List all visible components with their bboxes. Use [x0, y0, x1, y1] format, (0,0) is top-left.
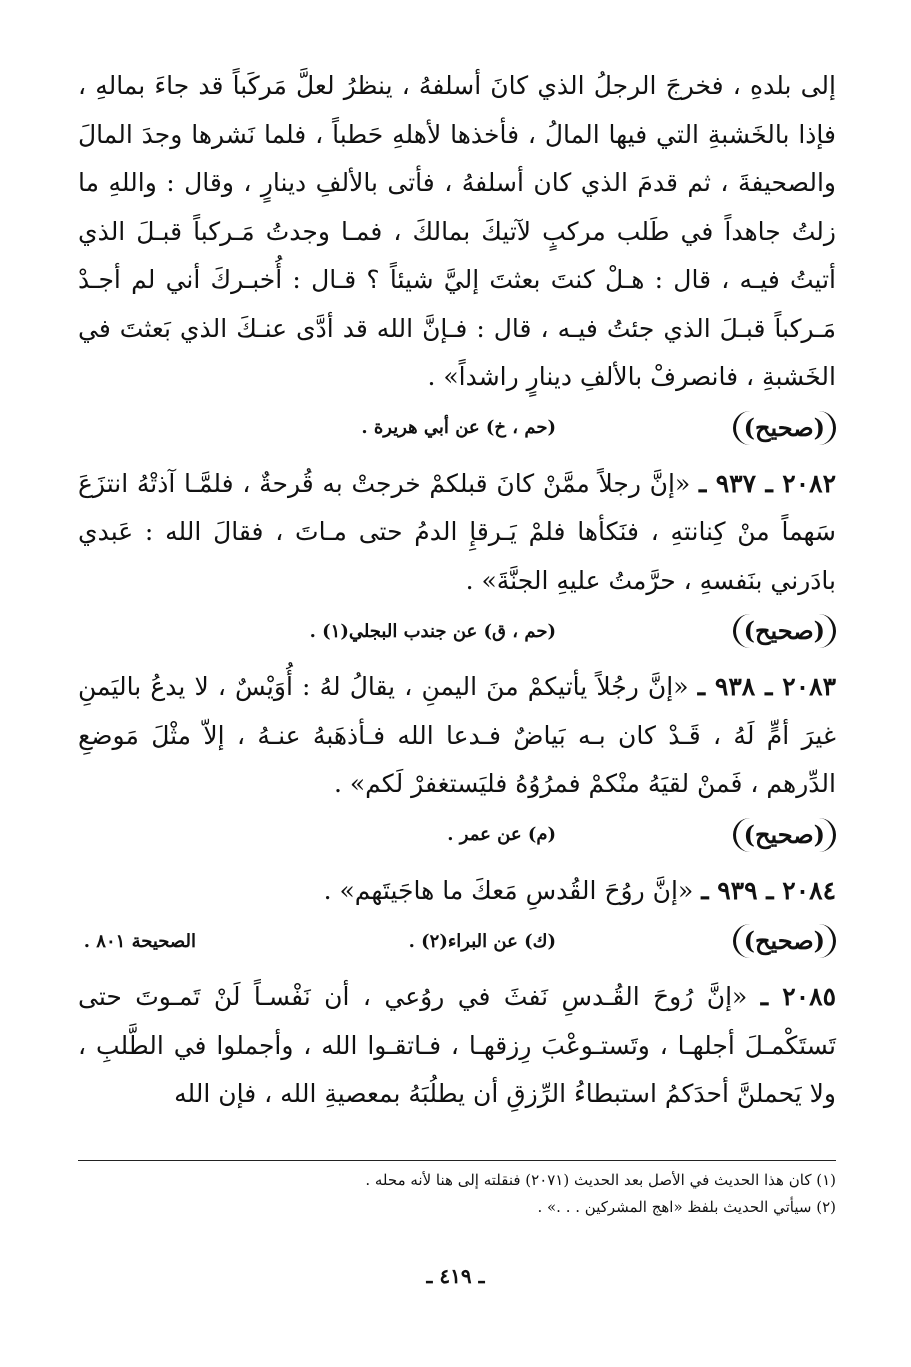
hadith-number: ٢٠٨٣ ـ ٩٣٨ ـ	[697, 672, 837, 701]
source-citation: (م) عن عمر .	[447, 824, 556, 845]
source-row-2084	[78, 915, 836, 967]
page-number: ـ ٤١٩ ـ	[426, 1264, 485, 1288]
grade-label: (صحيح)	[733, 614, 836, 648]
footnotes	[78, 1160, 836, 1221]
source-citation: (حم ، خ) عن أبي هريرة .	[361, 417, 556, 438]
hadith-text: «إنَّ روُحَ القُدسِ مَعكَ ما هاجَيتَهم» .	[323, 875, 694, 905]
hadith-number: ٢٠٨٤ ـ ٩٣٩ ـ	[701, 875, 836, 905]
footnote-2: (٢) سيأتي الحديث بلفظ «اهج المشركين . . .» .	[537, 1198, 836, 1216]
hadith-2084	[78, 867, 836, 916]
footnote-1: (١) كان هذا الحديث في الأصل بعد الحديث (٢٠٧١) فنقلته إلى هنا لأنه محله .	[365, 1171, 836, 1189]
source-citation: (ك) عن البراء(٢) .	[408, 930, 556, 952]
hadith-text: «إنَّ رجُلاً يأتيكمْ منَ اليمنِ ، يقالُ لهُ : أُوَيْسٌ ، لا يدعُ باليَمنِ غيرَ أمٍّ لَهُ ، قَـدْ كان بـه بَياضٌ فـدعا الله فـأذهَبهُ عنـهُ ، إلاّ مثْلَ مَوضعِ الدِّرهم ، فَمنْ لقيَهُ منْكمْ فمرُوُهُ فليَستغفرْ لَكم» .	[78, 672, 836, 798]
hadith-continuation-text: إلى بلدهِ ، فخرجَ الرجلُ الذي كانَ أسلفهُ ، ينظرُ لعلَّ مَركَباً قد جاءَ بمالهِ ، فإذا بالخَشبةِ التي فيها المالُ ، فأخذها لأهلهِ حَطباً ، فلما نَشرها وجدَ المالَ والصحيفةَ ، ثم قدمَ الذي كان أسلفهُ ، فأتى بالألفِ دينارٍ ، وقال : واللهِ ما زلتُ جاهداً في طَلب مركبٍ لآتيكَ بمالكَ ، فمـا وجدتُ مَـركباً قبـلَ الذي أتيتُ فيـه ، قال : هـلْ كنتَ بعثتَ إليَّ شيئاً ؟ قـال : أُخبـركَ أني لم أجـدْ مَـركباً قبـلَ الذي جئتُ فيـه ، قال : فـإنَّ الله قد أدَّى عنـكَ الذي بَعثتَ في الخَشبةِ ، فانصرفْ بالألفِ دينارٍ راشداً» .	[78, 71, 836, 391]
grade-label: (صحيح)	[733, 924, 836, 958]
hadith-number: ٢٠٨٥ ـ	[760, 982, 836, 1011]
source-citation: (حم ، ق) عن جندب البجلي(١) .	[309, 620, 556, 642]
hadith-2083	[78, 663, 836, 809]
reference-citation: الصحيحة ٨٠١ .	[83, 930, 196, 952]
grade-label: (صحيح)	[733, 411, 836, 445]
hadith-text: «إنَّ رُوحَ القُـدسِ نَفثَ في روُعي ، أن نَفْسـاً لَنْ تَمـوتَ حتى تَستَكْمـلَ أجلهـا ، وتَستـوعْبَ رِزقهـا ، فـاتقـوا الله ، وأجملوا في الطَّلبِ ، ولا يَحملنَّ أحدَكمُ استبطاءُ الرِّزقِ أن يطلُبَهُ بمعصيةِ الله ، فإن الله	[78, 982, 836, 1108]
page-body	[78, 62, 836, 1119]
hadith-2082	[78, 460, 836, 606]
hadith-number: ٢٠٨٢ ـ ٩٣٧ ـ	[698, 468, 837, 498]
source-row-continuation	[78, 402, 836, 454]
grade-label: (صحيح)	[733, 818, 836, 852]
hadith-2085	[78, 973, 836, 1119]
source-row-2083	[78, 809, 836, 861]
source-row-2082	[78, 605, 836, 657]
hadith-text: «إنَّ رجلاً ممَّنْ كانَ قبلكمْ خرجتْ به قُرحةٌ ، فلمَّـا آذتْهُ انتزَعَ سَهماً منْ كِنانتهِ ، فنَكأها فلمْ يَـرقإِ الدمُ حتى مـاتَ ، فقالَ الله : عَبدي بادَرني بنَفسهِ ، حرَّمتُ عليهِ الجنَّةَ» .	[78, 468, 836, 595]
